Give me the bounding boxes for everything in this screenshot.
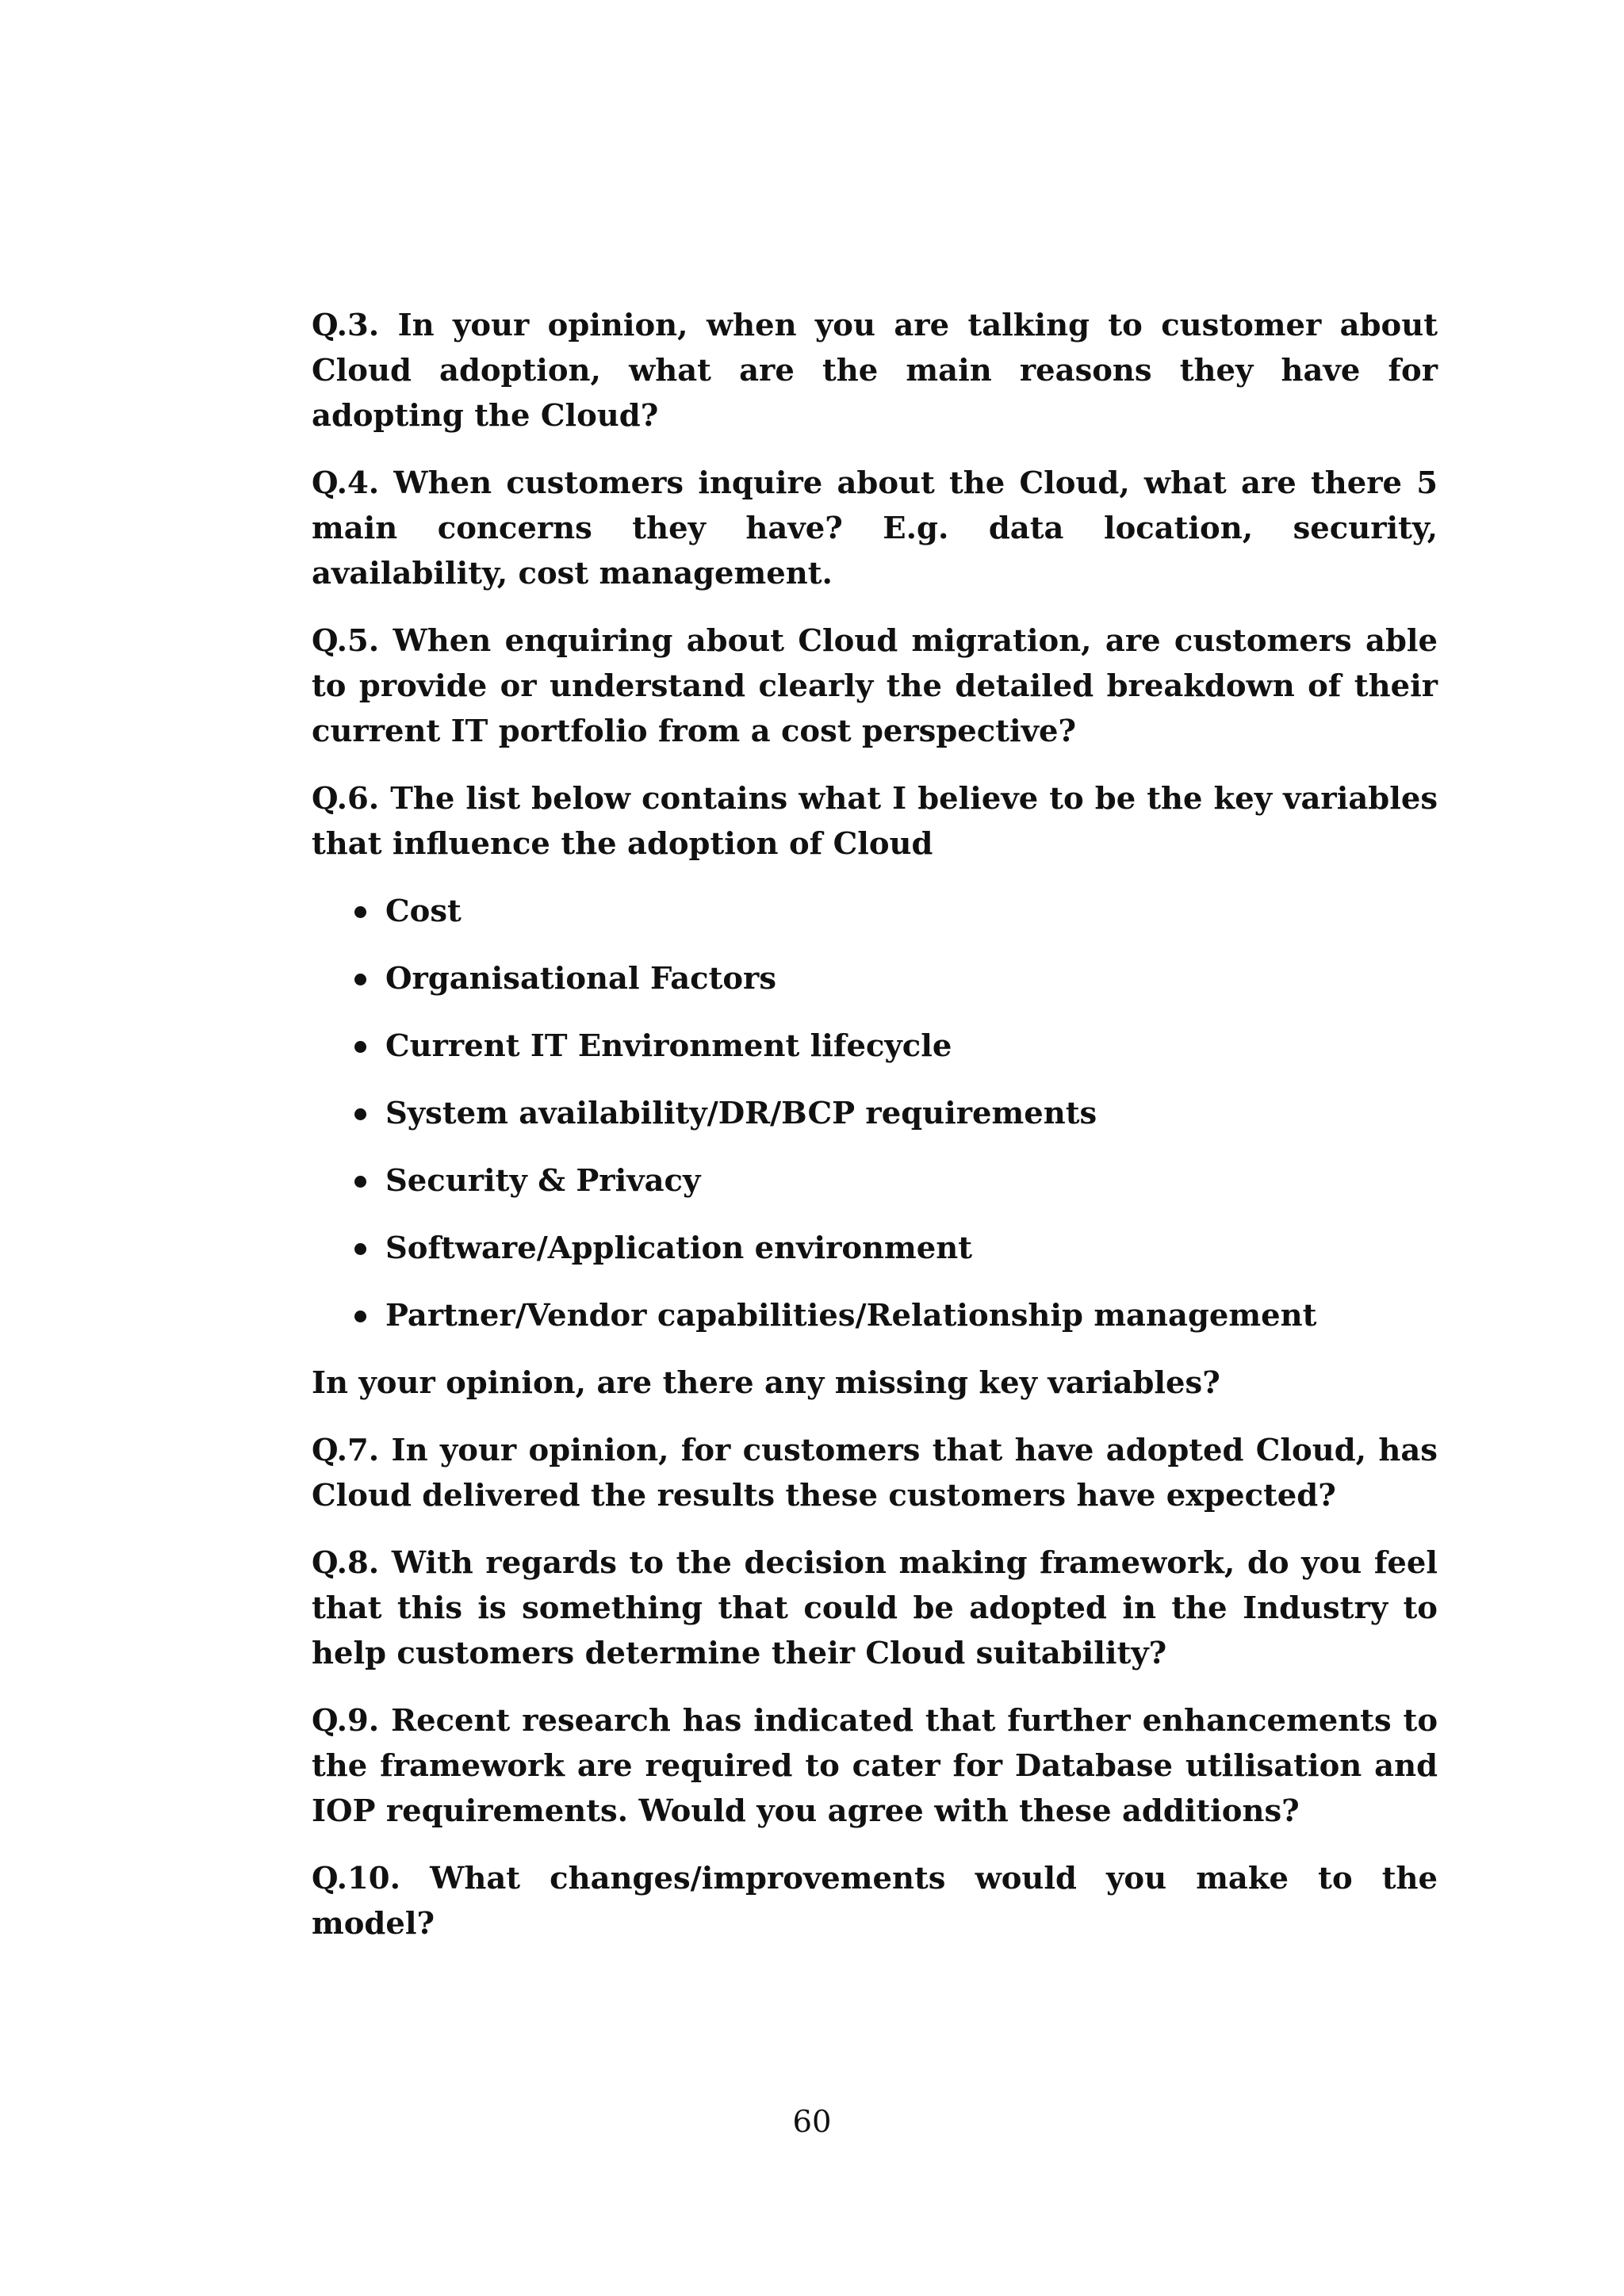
- bullet-icon: [354, 1176, 366, 1188]
- question-4: Q.4. When customers inquire about the Cloud, what are there 5 main concerns they have? E.g. data location, security, availability, cost management.: [312, 465, 1438, 591]
- list-item: [312, 1158, 1438, 1203]
- bullet-icon: [354, 974, 366, 985]
- list-item-text: Security & Privacy: [385, 1163, 701, 1199]
- question-7: Q.7. In your opinion, for customers that have adopted Cloud, has Cloud delivered the results these customers have expected?: [312, 1433, 1438, 1513]
- bullet-icon: [354, 1311, 366, 1322]
- list-item: [312, 1024, 1438, 1069]
- question-8: Q.8. With regards to the decision making framework, do you feel that this is something that could be adopted in the Industry to help customers determine their Cloud suitability?: [312, 1545, 1438, 1671]
- list-item: [312, 1293, 1438, 1338]
- list-item-text: Organisational Factors: [385, 961, 777, 997]
- bullet-icon: [354, 1108, 366, 1120]
- bullet-icon: [354, 906, 366, 918]
- follow-up-question: In your opinion, are there any missing key variables?: [312, 1365, 1220, 1401]
- list-item-text: Software/Application environment: [385, 1230, 973, 1266]
- question-9: Q.9. Recent research has indicated that further enhancements to the framework are required to cater for Database utilisation and IOP requirements. Would you agree with these additions?: [312, 1703, 1438, 1829]
- list-item: [312, 1091, 1438, 1136]
- list-item: [312, 1226, 1438, 1271]
- list-item-text: Partner/Vendor capabilities/Relationship management: [385, 1298, 1317, 1334]
- bullet-icon: [354, 1041, 366, 1053]
- list-item-text: System availability/DR/BCP requirements: [385, 1096, 1097, 1131]
- question-6: Q.6. The list below contains what I believe to be the key variables that influence the adoption of Cloud: [312, 781, 1438, 862]
- document-body: [312, 303, 1438, 1969]
- list-item: [312, 956, 1438, 1001]
- list-item: [312, 889, 1438, 934]
- list-item-text: Cost: [385, 894, 462, 929]
- question-10: Q.10. What changes/improvements would you make to the model?: [312, 1861, 1438, 1942]
- list-item-text: Current IT Environment lifecycle: [385, 1028, 952, 1064]
- question-5: Q.5. When enquiring about Cloud migration, are customers able to provide or understand clearly the detailed breakdown of their current IT portfolio from a cost perspective?: [312, 623, 1438, 749]
- question-3: Q.3. In your opinion, when you are talking to customer about Cloud adoption, what are the main reasons they have for adopting the Cloud?: [312, 308, 1438, 434]
- page-number: 60: [792, 2104, 832, 2140]
- key-variables-list: [312, 889, 1438, 1338]
- bullet-icon: [354, 1243, 366, 1255]
